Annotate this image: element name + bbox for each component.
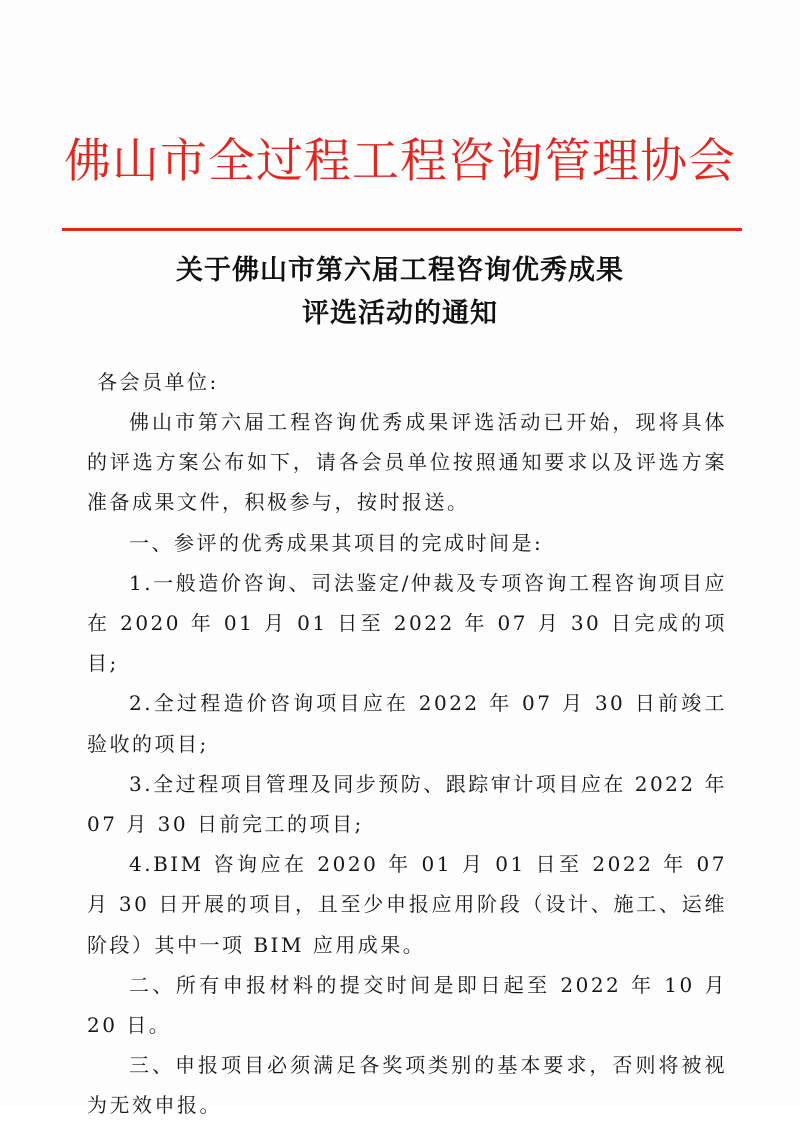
notice-title-line-1: 关于佛山市第六届工程咨询优秀成果 — [176, 255, 624, 286]
red-divider-line — [62, 228, 742, 231]
notice-title — [0, 249, 800, 335]
item-3-paragraph: 3.全过程项目管理及同步预防、跟踪审计项目应在 2022 年 07 月 30 日前完工的项目; — [87, 771, 727, 837]
section-one-heading: 一、参评的优秀成果其项目的完成时间是: — [129, 530, 544, 555]
item-2-paragraph: 2.全过程造价咨询项目应在 2022 年 07 月 30 日前竣工验收的项目; — [87, 691, 727, 756]
section-three-paragraph: 三、申报项目必须满足各奖项类别的基本要求，否则将被视为无效申报。 — [87, 1053, 727, 1118]
notice-title-line-2: 评选活动的通知 — [302, 298, 498, 329]
section-two-paragraph: 二、所有申报材料的提交时间是即日起至 2022 年 10 月 20 日。 — [87, 972, 727, 1038]
item-4-paragraph: 4.BIM 咨询应在 2020 年 01 月 01 日至 2022 年 07 月 30 日开展的项目，且至少申报应用阶段（设计、施工、运维阶段）其中一项 BIM 应用成果。 — [87, 852, 727, 957]
organization-letterhead: 佛山市全过程工程咨询管理协会 — [64, 134, 736, 189]
item-1-paragraph: 1.一般造价咨询、司法鉴定/仲裁及专项咨询工程咨询项目应在 2020 年 01 月 01 日至 2022 年 07 月 30 日完成的项目; — [87, 570, 727, 676]
intro-paragraph: 佛山市第六届工程咨询优秀成果评选活动已开始，现将具体的评选方案公布如下，请各会员单位按照通知要求以及评选方案准备成果文件，积极参与，按时报送。 — [87, 410, 727, 515]
notice-body — [87, 402, 727, 1126]
salutation: 各会员单位: — [97, 370, 219, 394]
